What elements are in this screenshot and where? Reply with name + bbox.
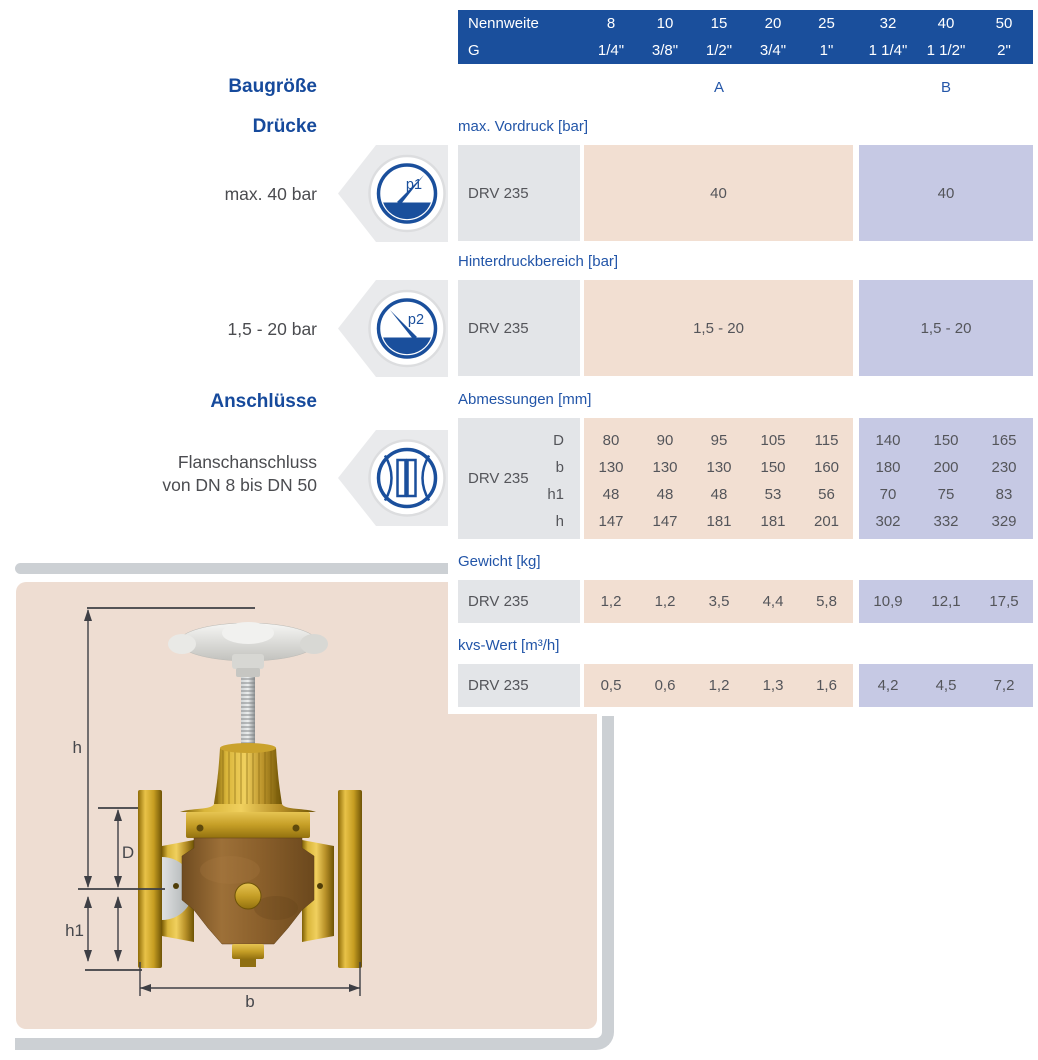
value-cell: 150: [760, 459, 786, 476]
value-cell: 140: [875, 432, 901, 449]
heading-anschluesse: Anschlüsse: [210, 391, 317, 412]
header-thread: 1/2": [705, 42, 733, 59]
value-cell: 4,4: [762, 593, 784, 610]
value-cell: 302: [875, 513, 901, 530]
dim-label-h1: h1: [65, 921, 84, 940]
value-cell: 90: [656, 432, 674, 449]
table-row: [448, 418, 1038, 539]
dim-label-b: b: [245, 992, 255, 1010]
model-name: DRV 235: [468, 677, 529, 694]
dim-row-b: [448, 454, 1038, 481]
heading-druecke: Drücke: [252, 116, 317, 137]
value-cell: 4,2: [877, 677, 899, 694]
value-cell: 10,9: [873, 593, 903, 610]
group-a-label: A: [713, 78, 724, 96]
value-cell: 1,2: [708, 677, 730, 694]
gauge-p2-icon: [338, 280, 455, 377]
gauge-p2-label: p2: [407, 312, 425, 328]
header-size: 25: [818, 15, 835, 32]
header-thread: 1 1/4": [868, 42, 908, 59]
value-cell: 1,5 - 20: [859, 280, 1033, 376]
dim-row-D: [448, 427, 1038, 454]
value-cell: 130: [706, 459, 732, 476]
value-cell: 12,1: [931, 593, 961, 610]
section-title-hinterdruck: Hinterdruckbereich [bar]: [458, 253, 619, 270]
body-plug: [235, 883, 261, 909]
header-thread: 3/8": [651, 42, 679, 59]
table-header: [458, 10, 1033, 64]
value-cell: 1,5 - 20: [584, 280, 853, 376]
value-cell: 83: [995, 486, 1013, 503]
value-cell: 48: [656, 486, 674, 503]
bonnet-flange: [186, 812, 310, 838]
note-flansch-line1: Flanschanschluss: [177, 452, 317, 472]
header-row-g: [458, 37, 1033, 64]
value-cell: 95: [710, 432, 728, 449]
value-cell: 147: [598, 513, 624, 530]
value-cell: 130: [652, 459, 678, 476]
value-cell: 40: [584, 145, 853, 241]
section-title-kvs: kvs-Wert [m³/h]: [458, 637, 560, 654]
dim-label-h: h: [72, 738, 82, 757]
value-cell: 147: [652, 513, 678, 530]
value-cell: 70: [879, 486, 897, 503]
section-title-abmessungen: Abmessungen [mm]: [458, 391, 592, 408]
value-cell: 1,2: [600, 593, 622, 610]
note-max-vordruck: max. 40 bar: [224, 184, 317, 204]
value-cell: 4,5: [935, 677, 957, 694]
value-cell: 17,5: [989, 593, 1019, 610]
value-cell: 200: [933, 459, 959, 476]
value-cell: 105: [760, 432, 786, 449]
header-thread: 1/4": [597, 42, 625, 59]
dim-row-h1: [448, 481, 1038, 508]
left-flange: [138, 790, 162, 968]
model-name: DRV 235: [468, 470, 529, 487]
value-cell: 1,3: [762, 677, 784, 694]
section-title-gewicht: Gewicht [kg]: [458, 553, 541, 570]
value-cell: 181: [760, 513, 786, 530]
valve-dimension-drawing: [30, 590, 430, 1010]
flange-connection-icon: [338, 430, 455, 526]
section-title-vordruck: max. Vordruck [bar]: [458, 118, 589, 135]
value-cell: 201: [813, 513, 840, 530]
value-cell: 75: [937, 486, 955, 503]
table-row: [448, 145, 1038, 241]
table-row: [448, 280, 1038, 376]
table-row: [448, 664, 1038, 707]
header-label-g: G: [468, 42, 480, 59]
value-cell: 329: [991, 513, 1017, 530]
model-name: DRV 235: [468, 184, 529, 202]
value-cell: 48: [710, 486, 728, 503]
header-size: 10: [656, 15, 674, 32]
value-cell: 130: [598, 459, 624, 476]
value-cell: 160: [813, 459, 840, 476]
header-thread: 2": [997, 42, 1011, 59]
note-flansch-line2: von DN 8 bis DN 50: [162, 475, 317, 495]
value-cell: 181: [706, 513, 732, 530]
header-size: 50: [995, 15, 1013, 32]
value-cell: 7,2: [993, 677, 1015, 694]
value-cell: 3,5: [708, 593, 730, 610]
header-size: 15: [710, 15, 728, 32]
dim-label: D: [553, 432, 564, 449]
value-cell: 40: [859, 145, 1033, 241]
value-cell: 1,2: [654, 593, 676, 610]
value-cell: 150: [933, 432, 959, 449]
value-cell: 5,8: [816, 593, 837, 610]
group-b-label: B: [940, 78, 951, 96]
header-thread: 1 1/2": [926, 42, 966, 59]
note-hinterdruck: 1,5 - 20 bar: [227, 319, 317, 339]
dim-label: h1: [547, 486, 564, 503]
value-cell: 0,6: [654, 677, 676, 694]
gauge-p1-icon: [338, 145, 455, 242]
header-thread: 1": [819, 42, 834, 59]
model-name: DRV 235: [468, 319, 529, 337]
spec-table: [448, 0, 1038, 714]
dim-row-h: [448, 508, 1038, 535]
value-cell: 0,5: [600, 677, 622, 694]
model-name: DRV 235: [468, 593, 529, 610]
value-cell: 1,6: [816, 677, 837, 694]
dim-label-D: D: [121, 843, 135, 862]
value-cell: 53: [764, 486, 782, 503]
value-cell: 80: [602, 432, 620, 449]
value-cell: 48: [602, 486, 620, 503]
valve-illustration: [138, 622, 362, 968]
header-row-nennweite: [458, 10, 1033, 37]
table-row: [448, 580, 1038, 623]
value-cell: 180: [875, 459, 901, 476]
value-cell: 230: [991, 459, 1017, 476]
right-flange: [338, 790, 362, 968]
header-size: 40: [937, 15, 955, 32]
value-cell: 56: [818, 486, 835, 503]
value-cell: 115: [814, 432, 839, 449]
heading-baugroesse: Baugröße: [228, 76, 317, 97]
value-cell: 165: [991, 432, 1017, 449]
value-cell: 332: [933, 513, 959, 530]
dim-label: b: [555, 459, 564, 476]
header-label-nennweite: Nennweite: [468, 15, 539, 32]
header-size: 32: [879, 15, 897, 32]
header-size: 20: [764, 15, 782, 32]
dim-label: h: [555, 513, 564, 530]
header-thread: 3/4": [759, 42, 787, 59]
frame-top-bar: [15, 563, 448, 574]
header-size: 8: [606, 15, 616, 32]
gauge-p1-label: p1: [405, 177, 423, 193]
